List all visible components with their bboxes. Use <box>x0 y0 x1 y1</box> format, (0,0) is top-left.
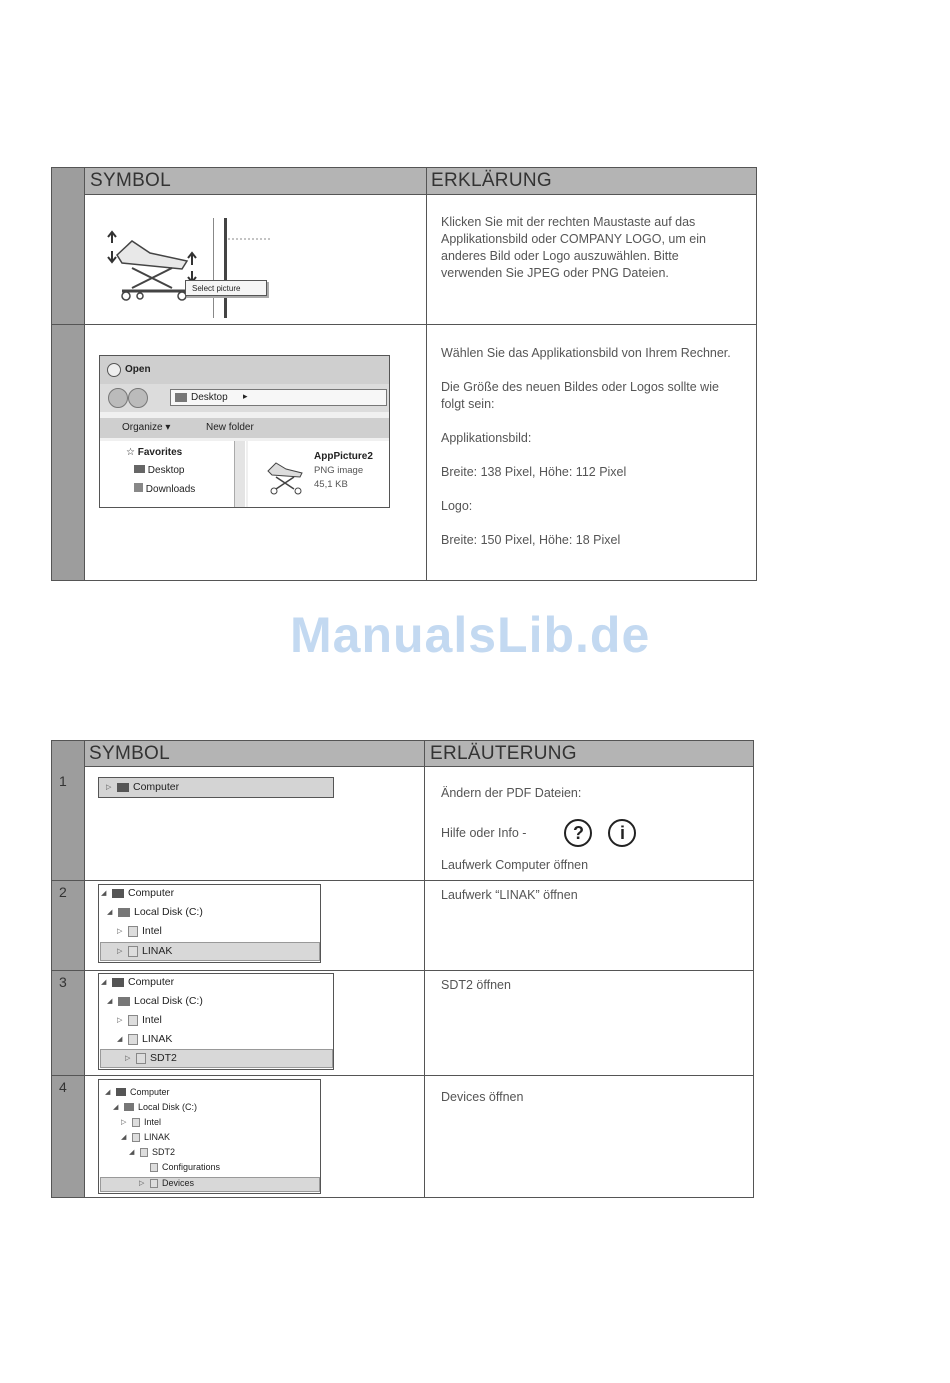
tree-node-computer[interactable]: ◢ Computer <box>105 1087 170 1097</box>
file-pane <box>248 441 390 508</box>
row-number: 4 <box>59 1079 67 1095</box>
computer-icon <box>116 1088 126 1096</box>
paragraph: Applikationsbild: <box>441 431 532 445</box>
paragraph: Breite: 150 Pixel, Höhe: 18 Pixel <box>441 533 621 547</box>
row4-explanation: Devices öffnen <box>441 1090 524 1104</box>
folder-icon <box>128 1015 138 1026</box>
open-dialog <box>99 355 390 508</box>
number-column <box>52 168 85 580</box>
file-thumbnail-icon <box>264 455 308 495</box>
info-icon: i <box>608 819 636 847</box>
folder-icon <box>128 946 138 957</box>
watermark: ManualsLib.de <box>290 607 651 663</box>
folder-icon <box>128 926 138 937</box>
folder-icon <box>150 1179 158 1188</box>
header-symbol: SYMBOL <box>90 170 171 191</box>
tree-view-row4 <box>98 1079 321 1194</box>
file-size: 45,1 KB <box>314 479 348 490</box>
computer-icon <box>112 978 124 987</box>
new-folder-button[interactable]: New folder <box>206 422 254 433</box>
file-name[interactable]: AppPicture2 <box>314 451 373 462</box>
nav-pane <box>100 441 246 508</box>
tree-node-intel[interactable]: ▷ Intel <box>117 1014 162 1026</box>
tree-node-sdt2[interactable]: ◢ SDT2 <box>129 1147 176 1157</box>
expand-arrow-icon: ▷ <box>106 784 112 791</box>
number-column <box>52 741 85 1197</box>
paragraph: Ändern der PDF Dateien: <box>441 786 582 800</box>
selection-highlight <box>100 1177 320 1192</box>
paragraph: Die Größe des neuen Bildes oder Logos sollte wie folgt sein: <box>441 380 719 411</box>
paragraph: Logo: <box>441 499 473 513</box>
folder-icon <box>175 393 187 402</box>
tree-node-local-disk[interactable]: ◢ Local Disk (C:) <box>107 995 203 1007</box>
row1-explanation <box>441 785 741 874</box>
nav-bar <box>100 384 389 412</box>
folder-icon <box>136 1053 146 1064</box>
drive-icon <box>118 997 130 1006</box>
header-explanation: ERLÄUTERUNG <box>430 743 577 764</box>
address-bar[interactable] <box>170 389 387 406</box>
tree-node-computer[interactable]: ◢ Computer <box>101 887 175 899</box>
tree-node-computer[interactable]: ◢ Computer <box>101 976 175 988</box>
folder-icon <box>132 1133 140 1142</box>
downloads-icon <box>134 483 143 492</box>
context-menu[interactable] <box>185 280 267 296</box>
bed-illustration <box>102 213 332 323</box>
tree-view-row1 <box>98 777 334 798</box>
tree-node-intel[interactable]: ▷ Intel <box>117 925 162 937</box>
paragraph: Laufwerk Computer öffnen <box>441 858 589 872</box>
file-type: PNG image <box>314 465 364 476</box>
toolbar <box>100 418 389 438</box>
nav-item-downloads[interactable]: Downloads <box>134 483 195 495</box>
row1-explanation: Klicken Sie mit der rechten Maustaste auf das Applikationsbild oder COMPANY LOGO, um ein anderes Bild oder Logo auszuwählen. Bitte verwenden Sie JPEG oder PNG Dateien. <box>441 215 706 280</box>
tree-node-linak[interactable]: ◢ LINAK <box>121 1132 171 1142</box>
tree-view-row2 <box>98 884 321 963</box>
tree-node-sdt2[interactable]: ▷ SDT2 <box>125 1052 177 1064</box>
header-symbol: SYMBOL <box>89 743 170 764</box>
tree-node-computer[interactable]: ▷ Computer <box>106 781 180 793</box>
header-explanation: ERKLÄRUNG <box>431 170 552 191</box>
table-1-header <box>52 168 756 195</box>
nav-item-favorites[interactable]: ☆ Favorites <box>126 447 183 458</box>
tree-node-devices[interactable]: ▷ Devices <box>139 1178 195 1188</box>
paragraph: Hilfe oder Info - ? i <box>441 819 741 847</box>
folder-icon <box>150 1163 158 1172</box>
back-button[interactable] <box>108 388 128 408</box>
computer-icon <box>112 889 124 898</box>
folder-icon <box>140 1148 148 1157</box>
forward-button[interactable] <box>128 388 148 408</box>
tree-view-row3 <box>98 973 334 1070</box>
help-icon: ? <box>564 819 592 847</box>
chevron-right-icon: ▸ <box>243 391 248 401</box>
organize-button[interactable]: Organize ▾ <box>122 422 171 433</box>
paragraph: Wählen Sie das Applikationsbild von Ihrem Rechner. <box>441 346 731 360</box>
address-path: Desktop <box>191 392 228 403</box>
desktop-icon <box>134 465 145 473</box>
row-number: 1 <box>59 773 67 789</box>
select-picture-item[interactable]: Select picture <box>192 284 241 293</box>
tree-node-local-disk[interactable]: ◢ Local Disk (C:) <box>107 906 203 918</box>
tree-node-local-disk[interactable]: ◢ Local Disk (C:) <box>113 1102 198 1112</box>
paragraph: Breite: 138 Pixel, Höhe: 112 Pixel <box>441 465 627 479</box>
open-icon <box>107 363 121 377</box>
row-number: 3 <box>59 974 67 990</box>
folder-icon <box>128 1034 138 1045</box>
star-icon: ☆ <box>126 447 135 458</box>
row-number: 2 <box>59 884 67 900</box>
tree-node-linak[interactable]: ▷ LINAK <box>117 945 173 957</box>
drive-icon <box>118 908 130 917</box>
scrollbar[interactable] <box>234 441 245 508</box>
row2-explanation: Laufwerk “LINAK” öffnen <box>441 888 578 902</box>
table-2-header <box>52 741 753 767</box>
dialog-titlebar <box>100 356 389 384</box>
table-2 <box>51 740 754 1198</box>
nav-item-desktop[interactable]: Desktop <box>134 465 184 476</box>
row2-explanation <box>441 345 731 549</box>
table-1 <box>51 167 757 581</box>
drive-icon <box>124 1103 134 1111</box>
tree-node-intel[interactable]: ▷ Intel <box>121 1117 162 1127</box>
computer-icon <box>117 783 129 792</box>
row3-explanation: SDT2 öffnen <box>441 978 511 992</box>
folder-icon <box>132 1118 140 1127</box>
tree-node-configurations[interactable]: Configurations <box>139 1162 220 1172</box>
dialog-title: Open <box>125 364 151 375</box>
tree-node-linak[interactable]: ◢ LINAK <box>117 1033 173 1045</box>
